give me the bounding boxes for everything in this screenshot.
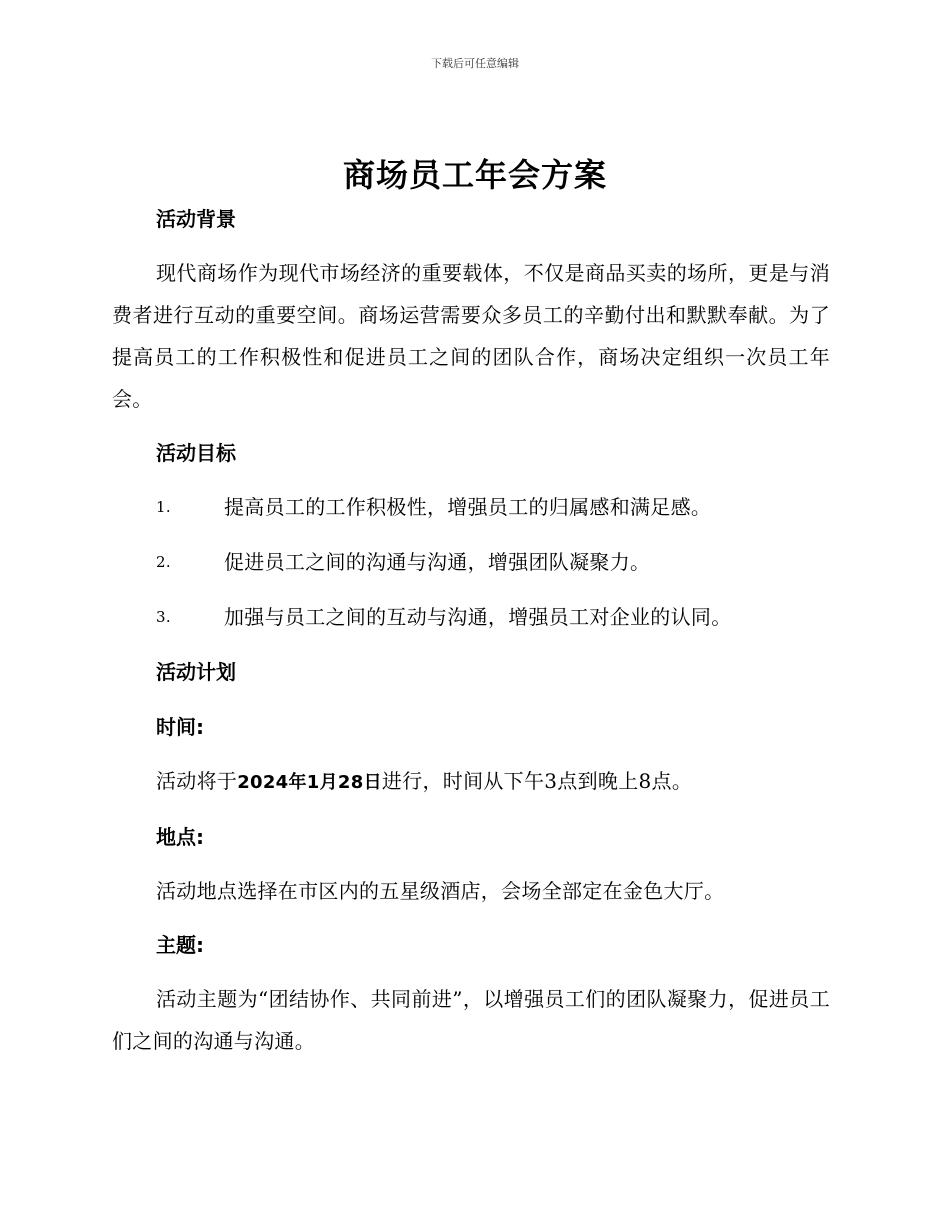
list-item-text: 促进员工之间的沟通与沟通，增强团队凝聚力。 (224, 550, 651, 574)
list-item-text: 提高员工的工作积极性，增强员工的归属感和满足感。 (224, 495, 712, 519)
section-heading-theme: 主题: (156, 933, 204, 957)
section-heading-plan: 活动计划 (156, 660, 236, 684)
list-item-number: 3. (156, 608, 171, 626)
theme-paragraph: 活动主题为“团结协作、共同前进”，以增强员工们的团队凝聚力，促进员工们之间的沟通与沟通。 (112, 987, 830, 1053)
list-item-number: 2. (156, 553, 171, 571)
time-paragraph (112, 760, 830, 804)
time-text-before: 活动将于 (156, 769, 238, 793)
list-item-number: 1. (156, 498, 171, 516)
list-item-text: 加强与员工之间的互动与沟通，增强员工对企业的认同。 (224, 605, 732, 629)
section-heading-location: 地点: (156, 825, 204, 849)
goals-list (112, 486, 830, 638)
event-date: 2024年1月28日 (237, 772, 382, 793)
background-paragraph: 现代商场作为现代市场经济的重要载体，不仅是商品买卖的场所，更是与消费者进行互动的重要空间。商场运营需要众多员工的辛勤付出和默默奉献。为了提高员工的工作积极性和促进员工之间的团队合作，商场决定组织一次员工年会。 (112, 261, 830, 411)
list-item (112, 596, 830, 638)
time-text-after: 进行，时间从下午3点到晚上8点。 (381, 769, 693, 793)
page-title: 商场员工年会方案 (342, 156, 607, 194)
document-body (112, 198, 830, 1074)
section-heading-time: 时间: (156, 715, 204, 739)
list-item (112, 486, 830, 528)
location-paragraph: 活动地点选择在市区内的五星级酒店，会场全部定在金色大厅。 (156, 879, 725, 903)
section-heading-goals: 活动目标 (156, 441, 236, 465)
header-note: 下载后可任意编辑 (431, 57, 519, 70)
section-heading-background: 活动背景 (156, 207, 236, 231)
list-item (112, 541, 830, 583)
